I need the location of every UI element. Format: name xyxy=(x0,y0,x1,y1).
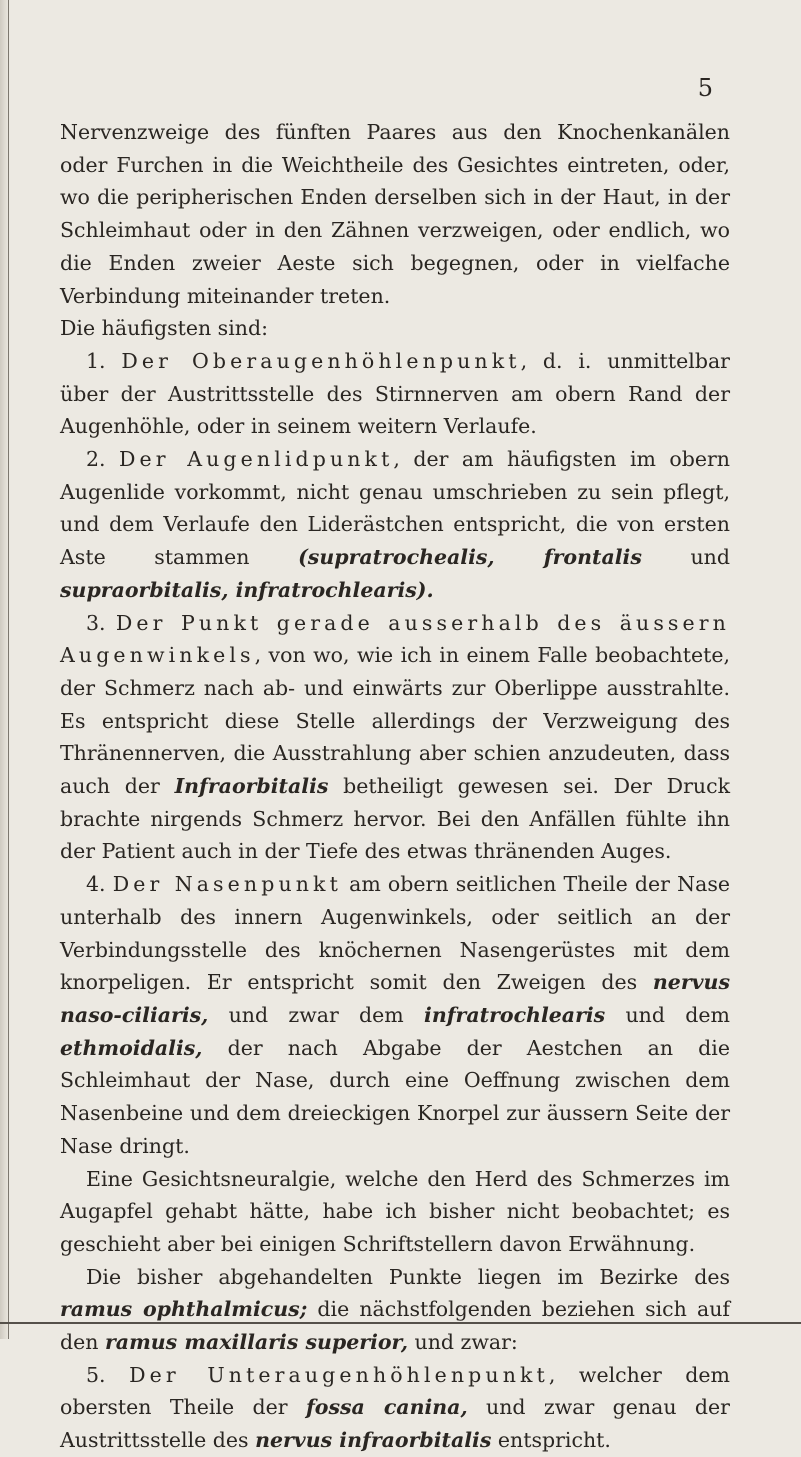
item-text: und zwar dem xyxy=(208,1002,425,1027)
transition-text: und zwar: xyxy=(407,1330,518,1355)
item-text: betheiligt gewesen sei. Der Druck brachte nirgends Schmerz hervor. Bei den Anfällen fühlte ihn der Patient auch in der Tiefe des etwas thränenden Auges. xyxy=(60,774,730,864)
transition-text: die nächstfolgenden beziehen sich auf den xyxy=(60,1297,730,1355)
intro-text: Nervenzweige des fünften Paares aus den Knochenkanälen oder Furchen in die Weichtheile des Gesichtes eintreten, oder, wo die peripherischen Enden derselben sich in der Haut, in der Schleimhaut oder in den Zähnen verzweigen, oder endlich, wo die Enden zweier Aeste sich begegnen, oder in vielfache Verbindung miteinander treten. xyxy=(60,120,730,308)
item-text: und dem xyxy=(605,1002,730,1027)
page-number: 5 xyxy=(697,74,713,102)
item-text: und zwar genau der Austrittsstelle des xyxy=(60,1395,730,1453)
item-text: entspricht. xyxy=(491,1428,611,1453)
item-text: , welcher dem obersten Theile der xyxy=(60,1362,730,1420)
item-number: 3. xyxy=(86,610,106,635)
point-item-1 xyxy=(60,345,730,443)
intro-paragraph xyxy=(60,116,730,345)
latin-term: ethmoidalis, xyxy=(60,1035,203,1060)
point-item-3 xyxy=(60,607,730,869)
item-text: , von wo, wie ich in einem Falle beobachtete, der Schmerz nach ab- und einwärts zur Oberlippe ausstrahlte. Es entspricht diese Stelle allerdings der Verzweigung des Thränennerven, die Ausstrahlung aber schien anzudeuten, dass auch der xyxy=(60,643,730,799)
point-item-4 xyxy=(60,868,730,1162)
item-text: am obern seitlichen Theile der Nase unterhalb des innern Augenwinkels, oder seitlich an der Verbindungsstelle des knöchernen Nasengerüstes mit dem knorpeligen. Er entspricht somit den Zweigen des xyxy=(60,872,730,995)
item-number: 2. xyxy=(86,447,106,472)
point-item-2 xyxy=(60,443,730,607)
item-number: 1. xyxy=(86,348,106,373)
item-text: der nach Abgabe der Aestchen an die Schleimhaut der Nase, durch eine Oeffnung zwischen dem Nasenbeine und dem dreieckigen Knorpel zur äussern Seite der Nase dringt. xyxy=(60,1035,730,1158)
latin-term: fossa canina, xyxy=(305,1395,468,1420)
point-item-5 xyxy=(60,1359,730,1457)
latin-term: infratrochlearis xyxy=(424,1002,606,1027)
latin-term: (supratrochealis, frontalis xyxy=(298,545,642,570)
item-title: Der Nasenpunkt xyxy=(112,872,342,897)
latin-term: nervus infraorbitalis xyxy=(255,1428,492,1453)
page-left-rule xyxy=(8,0,9,1339)
latin-term: supraorbitalis, infratrochlearis). xyxy=(60,577,434,602)
item-text: , d. i. unmittelbar über der Austrittsstelle des Stirnnerven am obern Rand der Augenhöhle, oder in seinem weitern Verlaufe. xyxy=(60,348,730,439)
item-number: 5. xyxy=(86,1362,106,1387)
latin-term: ramus maxillaris superior, xyxy=(104,1330,408,1355)
body-text xyxy=(60,116,730,1457)
item-text: und xyxy=(641,545,730,570)
transition-text: Die bisher abgehandelten Punkte liegen im Bezirke des xyxy=(86,1264,730,1289)
item-title: Der Oberaugenhöhlenpunkt xyxy=(121,348,521,373)
item-text: , der am häufigsten im obern Augenlide vorkommt, nicht genau umschrieben zu sein pflegt, und dem Verlaufe den Liderästchen entspricht, die von ersten Aste stammen xyxy=(60,447,730,570)
item-title: Der Augenlidpunkt xyxy=(119,447,394,472)
item-title: Der Unteraugenhöhlenpunkt xyxy=(129,1362,549,1387)
transition-paragraph xyxy=(60,1261,730,1359)
intro-lead: Die häufigsten sind: xyxy=(60,316,268,341)
latin-term: nervus naso-ciliaris, xyxy=(60,970,730,1027)
latin-term: Infraorbitalis xyxy=(174,774,329,799)
latin-term: ramus ophthalmicus; xyxy=(60,1297,308,1322)
note-paragraph: Eine Gesichtsneuralgie, welche den Herd des Schmerzes im Augapfel gehabt hätte, habe ich bisher nicht beobachtet; es geschieht aber bei einigen Schriftstellern davon Erwähnung. xyxy=(60,1166,730,1256)
item-title: Der Punkt gerade ausserhalb des äussern Augenwinkels xyxy=(60,610,730,668)
item-number: 4. xyxy=(86,872,106,897)
